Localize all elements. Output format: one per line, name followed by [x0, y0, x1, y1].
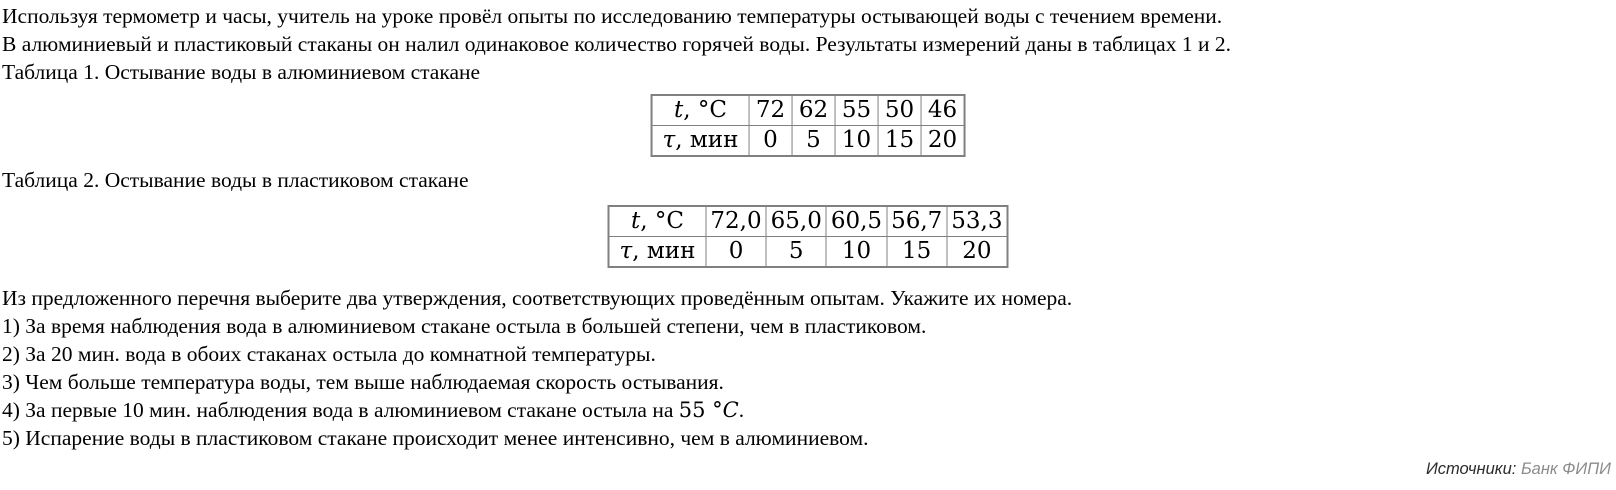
intro-line-2: В алюминиевый и пластиковый стаканы он налил одинаковое количество горячей воды. Результаты измерений даны в таблицах 1 и 2. [2, 32, 1231, 56]
temp-cell: 46 [921, 95, 965, 126]
temperature-number: 55 ° [678, 398, 723, 422]
temp-cell: 62 [792, 95, 835, 126]
source-link[interactable]: Банк ФИПИ [1520, 460, 1611, 478]
option-4-text: 4) За первые 10 мин. наблюдения вода в алюминиевом стакане остыла на [2, 398, 679, 422]
question-text: Из предложенного перечня выберите два утверждения, соответствующих проведённым опытам. Укажите их номера. [2, 286, 1073, 310]
temp-cell: 56,7 [887, 206, 947, 237]
table-row-time [652, 126, 965, 157]
time-cell: 20 [947, 237, 1008, 268]
temp-cell: 55 [835, 95, 878, 126]
time-cell: 0 [749, 126, 792, 157]
table1-caption: Таблица 1. Остывание воды в алюминиевом стакане [2, 60, 481, 84]
time-row-label [609, 237, 706, 268]
time-cell: 0 [706, 237, 766, 268]
option-2: 2) За 20 мин. вода в обоих стаканах остыла до комнатной температуры. [2, 342, 656, 366]
table-row-time [609, 237, 1008, 268]
time-cell: 10 [826, 237, 886, 268]
source-attribution [1426, 460, 1611, 479]
source-label: Источники: [1425, 460, 1517, 478]
time-cell: 5 [792, 126, 835, 157]
temperature-row-label [609, 206, 706, 237]
time-cell: 15 [887, 237, 947, 268]
temp-symbol: t [630, 208, 641, 234]
temp-cell: 50 [878, 95, 921, 126]
time-cell: 15 [878, 126, 921, 157]
time-cell: 10 [835, 126, 878, 157]
time-cell: 20 [921, 126, 965, 157]
temperature-value [679, 398, 739, 422]
temp-cell: 72,0 [706, 206, 766, 237]
temp-symbol: t [674, 97, 684, 123]
table2-caption: Таблица 2. Остывание воды в пластиковом стакане [2, 168, 469, 192]
time-row-label [652, 126, 749, 157]
option-4-suffix: . [738, 398, 745, 422]
time-unit: , мин [675, 127, 739, 153]
table-row-temperature [652, 95, 965, 126]
temp-cell: 53,3 [947, 206, 1008, 237]
temperature-row-label [652, 95, 749, 126]
option-5: 5) Испарение воды в пластиковом стакане происходит менее интенсивно, чем в алюминиевом. [2, 426, 869, 450]
option-3: 3) Чем больше температура воды, тем выше наблюдаемая скорость остывания. [2, 370, 724, 394]
celsius-symbol: C [722, 398, 739, 422]
tau-symbol: τ [662, 127, 676, 153]
time-cell: 5 [766, 237, 826, 268]
cooling-table-aluminum [651, 94, 966, 157]
time-unit: , мин [632, 238, 696, 264]
temp-cell: 60,5 [826, 206, 886, 237]
cooling-table-plastic [608, 205, 1009, 268]
table-row-temperature [609, 206, 1008, 237]
temp-unit: , °C [640, 208, 684, 234]
tau-symbol: τ [619, 238, 633, 264]
intro-line-1: Используя термометр и часы, учитель на уроке провёл опыты по исследованию температуры остывающей воды с течением времени. [2, 4, 1223, 28]
temp-cell: 65,0 [766, 206, 826, 237]
temp-unit: , °C [683, 97, 727, 123]
option-1: 1) За время наблюдения вода в алюминиевом стакане остыла в большей степени, чем в пластиковом. [2, 314, 927, 338]
option-4 [2, 396, 744, 424]
temp-cell: 72 [749, 95, 792, 126]
